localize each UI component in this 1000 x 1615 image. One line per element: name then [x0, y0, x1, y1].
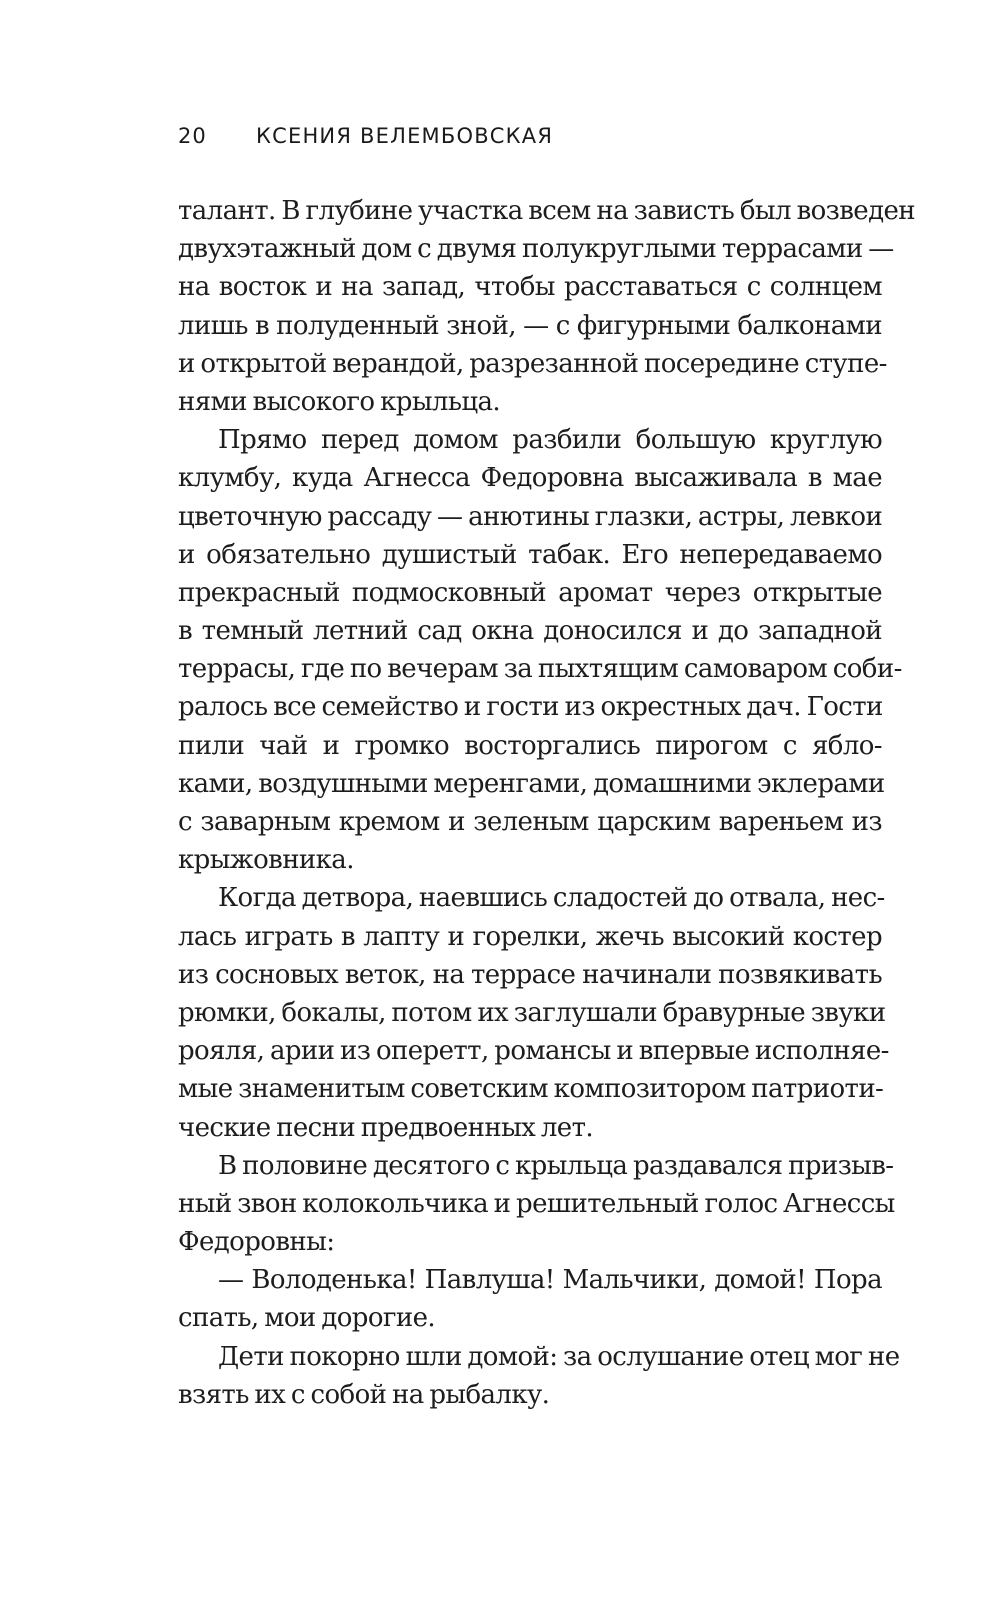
text-line: талант. В глубине участка всем на зависть был возведен	[178, 196, 915, 226]
text-line: — Володенька! Павлуша! Мальчики, домой! Пора	[218, 1265, 882, 1296]
running-head	[178, 118, 553, 154]
text-line: ческие песни предвоенных лет.	[178, 1112, 594, 1143]
text-line: Дети покорно шли домой: за ослушание отец мог не	[218, 1341, 900, 1372]
text-line: прекрасный подмосковный аромат через открытые	[178, 577, 882, 608]
text-line: Прямо перед домом разбили большую круглую	[218, 425, 882, 456]
text-line: в темный летний сад окна доносился и до западной	[178, 616, 882, 647]
body-text	[178, 192, 915, 1414]
text-line: террасы, где по вечерам за пыхтящим самоваром соби-	[178, 654, 902, 685]
text-line: из сосновых веток, на террасе начинали позвякивать	[178, 959, 882, 990]
text-line: рояля, арии из оперетт, романсы и впервые исполняе-	[178, 1036, 889, 1067]
text-line: В половине десятого с крыльца раздавался призыв-	[218, 1150, 894, 1181]
text-line: и обязательно душистый табак. Его непередаваемо	[178, 539, 882, 570]
text-line: ралось все семейство и гости из окрестных дач. Гости	[178, 692, 883, 723]
text-line: двухэтажный дом с двумя полукруглыми террасами —	[178, 234, 894, 265]
text-line: и открытой верандой, разрезанной посередине ступе-	[178, 348, 887, 379]
text-line: Федоровны:	[178, 1227, 335, 1258]
text-line: ный звон колокольчика и решительный голос Агнессы	[178, 1188, 895, 1219]
text-line: с заварным кремом и зеленым царским вареньем из	[178, 807, 882, 837]
text-line: лишь в полуденный зной, — с фигурными балконами	[178, 310, 882, 341]
book-author: КСЕНИЯ ВЕЛЕМБОВСКАЯ	[256, 124, 554, 148]
text-line: спать, мои дорогие.	[178, 1303, 436, 1334]
text-line: рюмки, бокалы, потом их заглушали бравурные звуки	[178, 997, 886, 1028]
text-line: клумбу, куда Агнесса Федоровна высаживала в мае	[178, 463, 882, 494]
text-line: пили чай и громко восторгались пирогом с ябло-	[178, 730, 882, 761]
text-line: взять их с собой на рыбалку.	[178, 1379, 550, 1410]
text-line: лась играть в лапту и горелки, жечь высокий костер	[178, 921, 882, 952]
text-line: на восток и на запад, чтобы расставаться с солнцем	[178, 272, 882, 303]
text-line: ками, воздушными меренгами, домашними эклерами	[178, 768, 885, 799]
text-line: крыжовника.	[178, 845, 354, 876]
text-line: мые знаменитым советским композитором патриоти-	[178, 1074, 884, 1105]
text-line: Когда детвора, наевшись сладостей до отвала, нес-	[218, 883, 885, 914]
page-number: 20	[178, 124, 207, 148]
text-line: нями высокого крыльца.	[178, 386, 501, 417]
text-line: цветочную рассаду — анютины глазки, астры, левкои	[178, 501, 883, 532]
